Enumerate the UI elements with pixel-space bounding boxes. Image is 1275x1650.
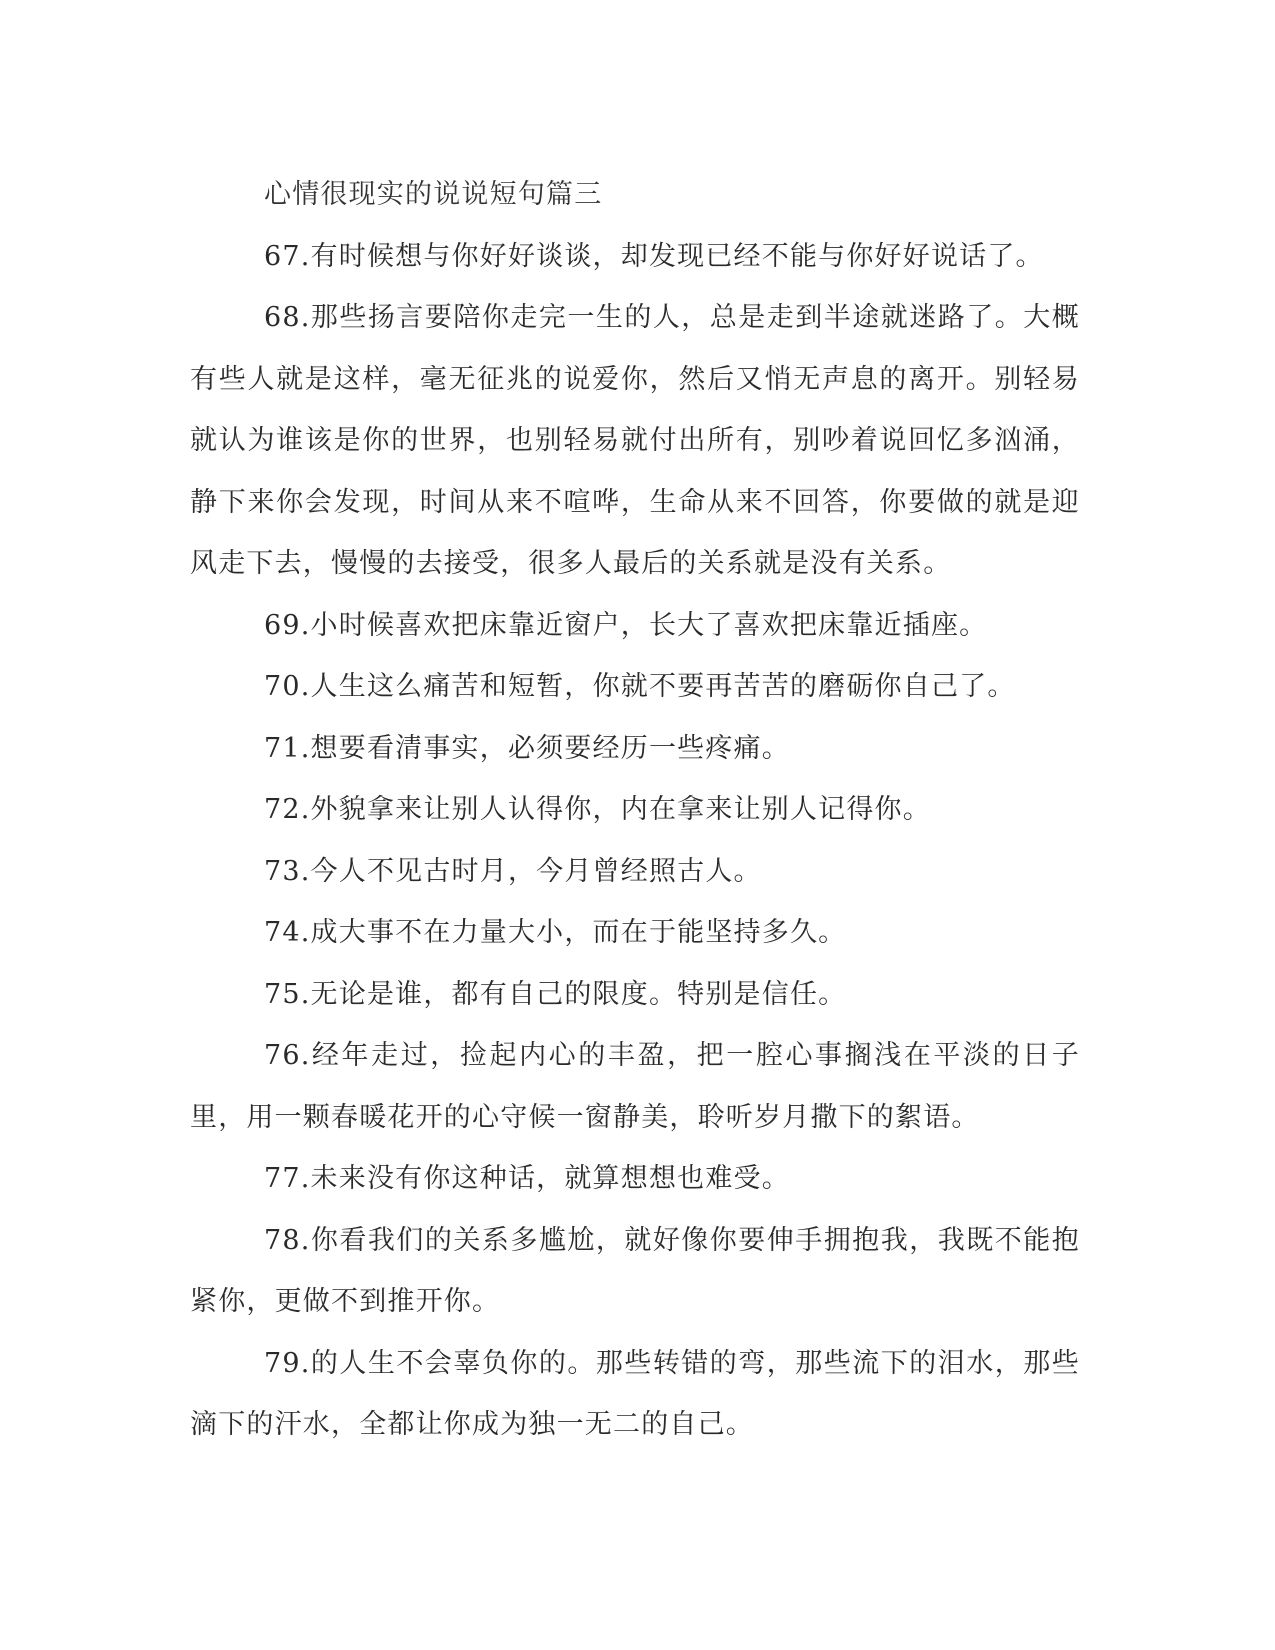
paragraph-76: 76.经年走过，捡起内心的丰盈，把一腔心事搁浅在平淡的日子里，用一颗春暖花开的心守候一窗静美，聆听岁月撒下的絮语。 [190,1040,1080,1133]
paragraph-74: 74.成大事不在力量大小，而在于能坚持多久。 [264,917,847,948]
paragraph-77: 77.未来没有你这种话，就算想想也难受。 [264,1163,790,1194]
section-title: 心情很现实的说说短句篇三 [264,179,603,210]
paragraph-78: 78.你看我们的关系多尴尬，就好像你要伸手拥抱我，我既不能抱紧你，更做不到推开你。 [190,1224,1080,1317]
paragraph-67: 67.有时候想与你好好谈谈，却发现已经不能与你好好说话了。 [264,240,1044,272]
paragraph-72: 72.外貌拿来让别人认得你，内在拿来让别人记得你。 [264,794,931,825]
paragraph-73: 73.今人不见古时月，今月曾经照古人。 [264,855,762,887]
paragraph-71: 71.想要看清事实，必须要经历一些疼痛。 [264,732,790,764]
paragraph-69: 69.小时候喜欢把床靠近窗户，长大了喜欢把床靠近插座。 [264,609,988,641]
paragraph-79: 79.的人生不会辜负你的。那些转错的弯，那些流下的泪水，那些滴下的汗水，全都让你成为独一无二的自己。 [190,1347,1080,1440]
paragraph-70: 70.人生这么痛苦和短暂，你就不要再苦苦的磨砺你自己了。 [264,671,1016,702]
document-body [190,164,1080,1456]
paragraph-75: 75.无论是谁，都有自己的限度。特别是信任。 [264,978,847,1010]
paragraph-68: 68.那些扬言要陪你走完一生的人，总是走到半途就迷路了。大概有些人就是这样，毫无征兆的说爱你，然后又悄无声息的离开。别轻易就认为谁该是你的世界，也别轻易就付出所有，别吵着说回忆多汹涌，静下来你会发现，时间从来不喧哗，生命从来不回答，你要做的就是迎风走下去，慢慢的去接受，很多人最后的关系就是没有关系。 [190,302,1080,579]
